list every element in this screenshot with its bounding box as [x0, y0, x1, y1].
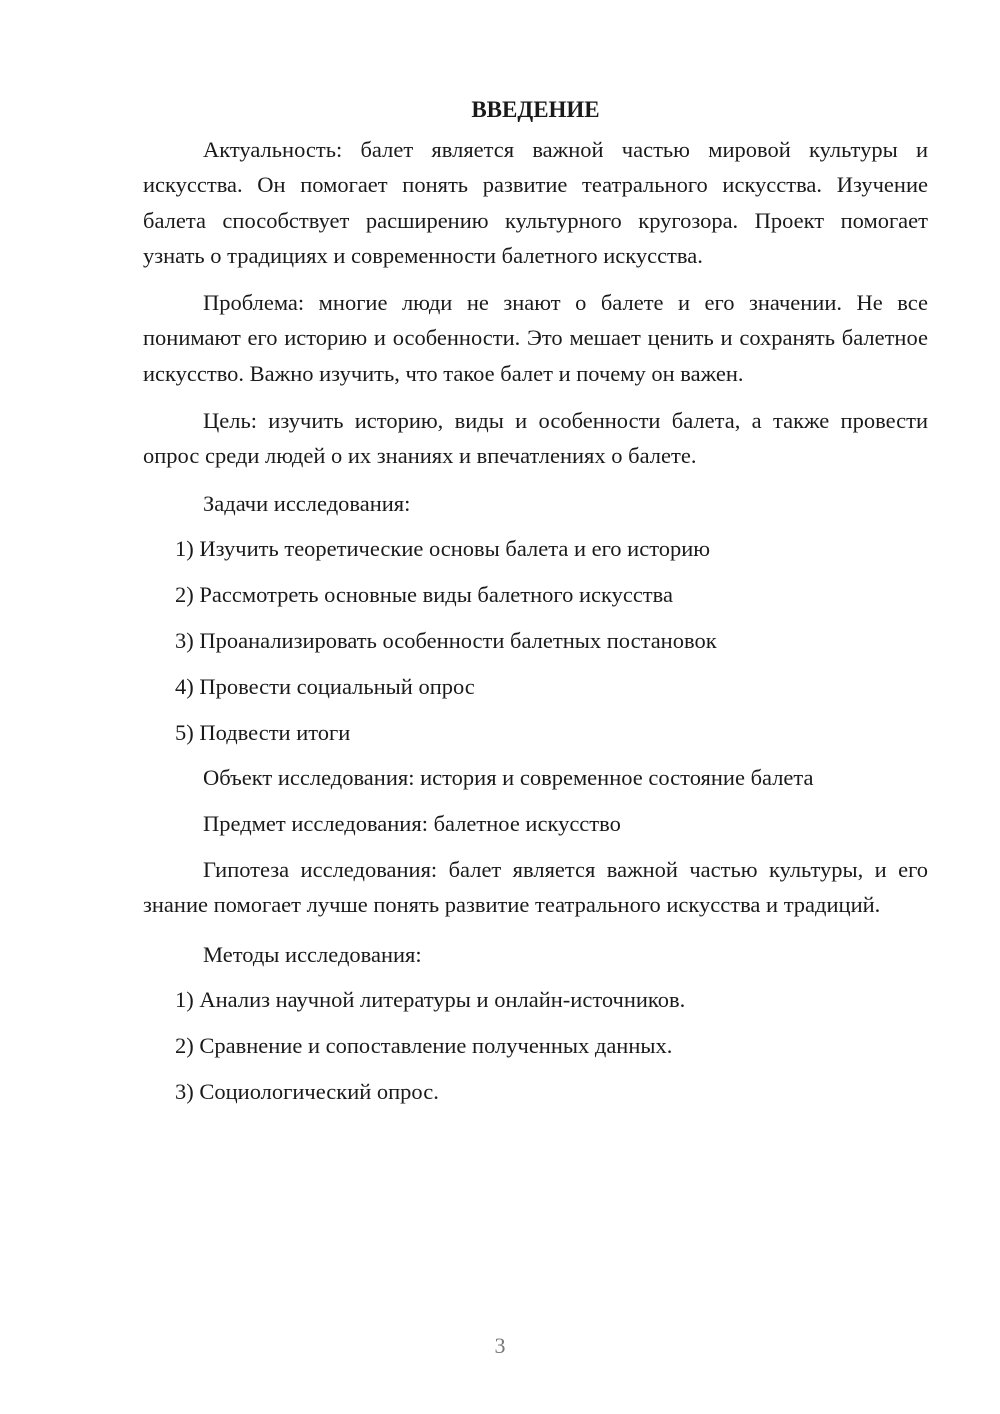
document-page — [143, 92, 928, 1109]
relevance-paragraph: Актуальность: балет является важной частью мировой культуры и искусства. Он помогает понять развитие театрального искусства. Изучение балета способствует расширению культурного кругозора. Проект помогает узнать о традициях и современности балетного искусства. — [143, 137, 928, 268]
tasks-list — [143, 531, 928, 749]
methods-list — [143, 982, 928, 1109]
hypothesis-paragraph: Гипотеза исследования: балет является важной частью культуры, и его знание помогает лучше понять развитие театрального искусства и традиций. — [143, 857, 928, 918]
research-subject: Предмет исследования: балетное искусство — [203, 811, 621, 837]
methods-heading: Методы исследования: — [203, 941, 422, 967]
list-item: 4) Провести социальный опрос — [175, 673, 475, 699]
list-item: 1) Изучить теоретические основы балета и его историю — [175, 536, 711, 562]
list-item: 3) Социологический опрос. — [175, 1079, 439, 1105]
list-item: 3) Проанализировать особенности балетных постановок — [175, 628, 717, 654]
problem-paragraph: Проблема: многие люди не знают о балете и его значении. Не все понимают его историю и особенности. Это мешает ценить и сохранять балетное искусство. Важно изучить, что такое балет и почему он важен. — [143, 290, 928, 386]
page-number: 3 — [494, 1333, 506, 1358]
section-title: ВВЕДЕНИЕ — [471, 97, 600, 122]
research-object: Объект исследования: история и современное состояние балета — [203, 765, 814, 791]
tasks-heading: Задачи исследования: — [203, 490, 411, 516]
list-item: 2) Сравнение и сопоставление полученных данных. — [175, 1033, 673, 1059]
list-item: 5) Подвести итоги — [175, 719, 351, 745]
list-item: 1) Анализ научной литературы и онлайн-источников. — [175, 987, 686, 1013]
list-item: 2) Рассмотреть основные виды балетного искусства — [175, 582, 673, 608]
goal-paragraph: Цель: изучить историю, виды и особенности балета, а также провести опрос среди людей о их знаниях и впечатлениях о балете. — [143, 408, 928, 469]
